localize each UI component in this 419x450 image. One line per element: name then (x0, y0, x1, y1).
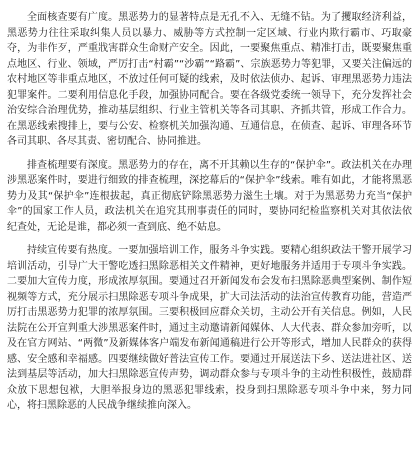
paragraph-spacer (7, 150, 412, 158)
paragraph-investigation-depth: 排查梳理要有深度。黑恶势力的存在，离不开其赖以生存的“保护伞”。政法机关在办理涉黑恶案件时，要进行细致的排查梳理，深挖幕后的“保护伞”线索。唯有如此，才能将黑恶势力及其“保护伞”连根拔起，真正彻底铲除黑恶势力滋生土壤。对于为黑恶势力充当“保护伞”的国家工作人员，政法机关在追究其刑事责任的同时，要协同纪检监察机关对其依法依纪查处，无论是谁，都必须一查到底、绝不姑息。 (7, 159, 412, 233)
paragraph-continuous-publicity: 持续宣传要有热度。一要加强培训工作，服务斗争实践。要精心组织政法干警开展学习培训活动，引导广大干警吃透扫黑除恶相关文件精神，更好地服务并适用于专项斗争实践。二要加大宣传力度，形成浓厚氛围。要通过召开新闻发布会发布扫黑除恶典型案例、制作短视频等方式，充分展示扫黑除恶专项斗争成果，扩大司法活动的法治宣传教育功能，营造严厉打击黑恶势力犯罪的浓厚氛围。三要积极回应群众关切，主动公开有关信息。例如，人民法院在公开宣判重大涉黑恶案件时，通过主动邀请新闻媒体、人大代表、群众参加旁听，以及在官方网站、“两微”及新媒体客户端发布新闻通稿进行公开等形式，增加人民群众的获得感、安全感和幸福感。四要继续做好普法宣传工作。要通过开展送法下乡、送法进社区、送法到基层等活动，加大扫黑除恶宣传声势，调动群众参与专项斗争的主动性积极性，鼓励群众放下思想包袱，大胆举报身边的黑恶犯罪线索，投身到扫黑除恶专项斗争中来，努力同心，将扫黑除恶的人民战争继续推向深入。 (7, 245, 412, 411)
paragraph-comprehensive-verification: 全面核查要有广度。黑恶势力的显著特点是无孔不入、无缝不钻。为了攫取经济利益，黑恶势力往往采取纠集人员以暴力、威胁等方式控制一定区域、行业内欺行霸市、巧取豪夺，为非作歹，严重戕害群众生命财产安全。因此，一要聚焦重点、精准打击，既要聚焦重点地区、行业、领域，严厉打击“村霸”“沙霸”“路霸”、宗族恶势力等犯罪，又要关注偏远的农村地区等非重点地区，不放过任何可疑的线索，及时依法侦办、起诉、审理黑恶势力违法犯罪案件。二要利用信息化手段，加强协同配合。要在各级党委统一领导下，充分发挥社会治安综合治理优势，推动基层组织、行业主管机关等各司其职、齐抓共管，形成工作合力。在黑恶线索搜排上，要与公安、检察机关加强沟通、互通信息，在侦查、起诉、审理各环节各司其职、各尽其责、密切配合、协同推进。 (7, 12, 412, 147)
paragraph-spacer (7, 235, 412, 243)
